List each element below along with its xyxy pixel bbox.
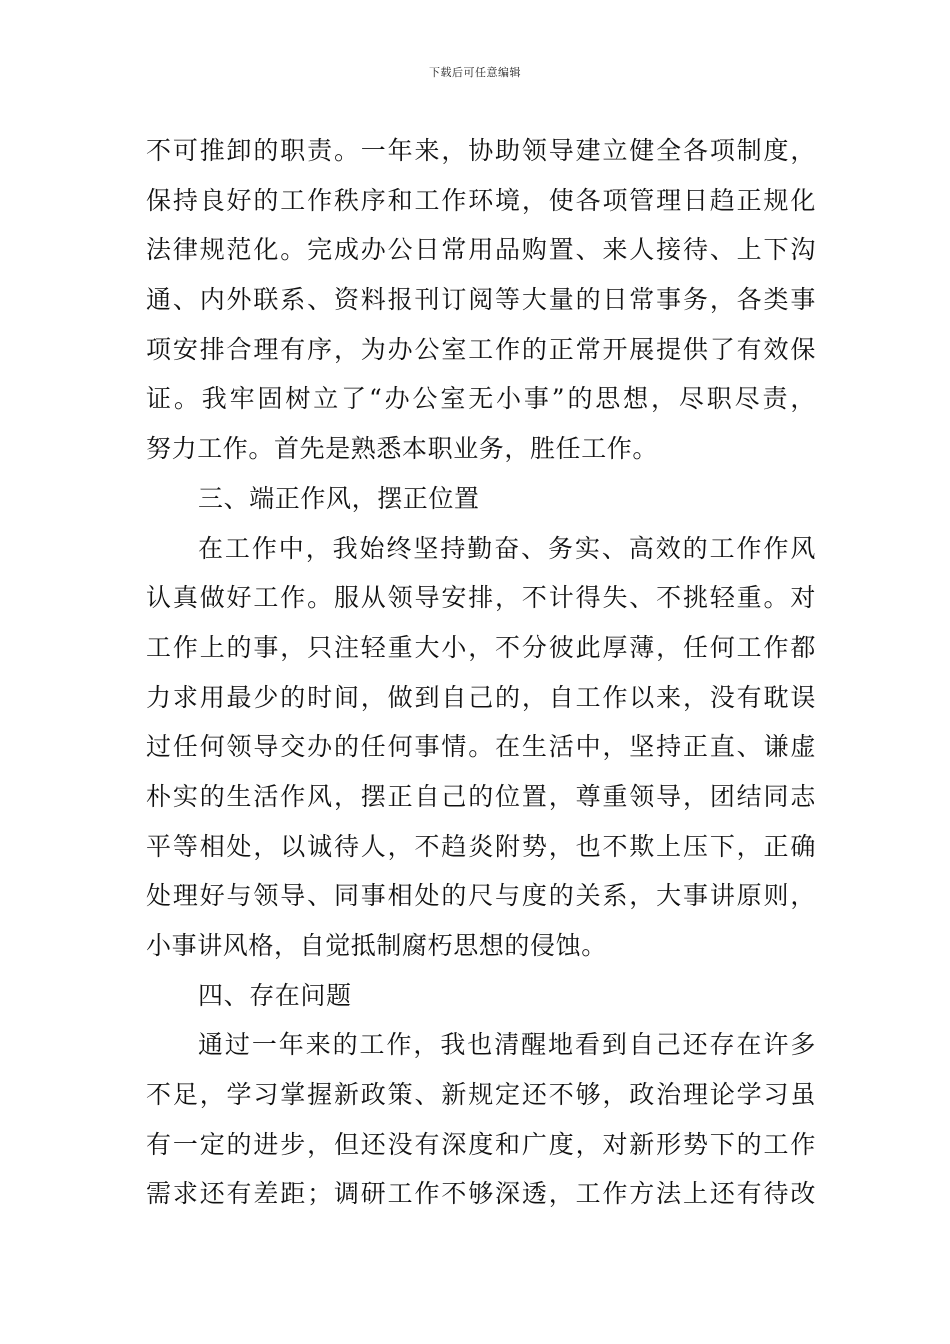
- text-line: 保持良好的工作秩序和工作环境，使各项管理日趋正规化: [146, 185, 816, 215]
- text-line: 有一定的进步，但还没有深度和广度，对新形势下的工作: [146, 1129, 816, 1159]
- text-line: 平等相处，以诚待人，不趋炎附势，也不欺上压下，正确: [146, 831, 816, 861]
- text-line: 证。我牢固树立了“办公室无小事”的思想，尽职尽责，: [146, 384, 816, 414]
- text-line: 项安排合理有序，为办公室工作的正常开展提供了有效保: [146, 334, 816, 364]
- page-header-note: 下载后可任意编辑: [429, 66, 521, 79]
- section-heading: 四、存在问题: [198, 980, 352, 1010]
- paragraph-first-line: 通过一年来的工作，我也清醒地看到自己还存在许多: [198, 1030, 816, 1060]
- text-line: 认真做好工作。服从领导安排，不计得失、不挑轻重。对: [146, 583, 816, 613]
- text-line: 过任何领导交办的任何事情。在生活中，坚持正直、谦虚: [146, 732, 816, 762]
- text-line: 通、内外联系、资料报刊订阅等大量的日常事务，各类事: [146, 285, 816, 315]
- text-line: 朴实的生活作风，摆正自己的位置，尊重领导，团结同志: [146, 781, 816, 811]
- paragraph-first-line: 在工作中，我始终坚持勤奋、务实、高效的工作作风: [198, 533, 816, 563]
- text-line: 法律规范化。完成办公日常用品购置、来人接待、上下沟: [146, 235, 816, 265]
- text-line: 不足，学习掌握新政策、新规定还不够，政治理论学习虽: [146, 1080, 816, 1110]
- paragraph-end-line: 努力工作。首先是熟悉本职业务，胜任工作。: [146, 434, 659, 464]
- text-line: 需求还有差距；调研工作不够深透，工作方法上还有待改: [146, 1179, 816, 1209]
- text-line: 力求用最少的时间，做到自己的，自工作以来，没有耽误: [146, 682, 816, 712]
- document-body: [146, 126, 816, 1219]
- text-line: 处理好与领导、同事相处的尺与度的关系，大事讲原则，: [146, 881, 816, 911]
- paragraph-end-line: 小事讲风格，自觉抵制腐朽思想的侵蚀。: [146, 931, 607, 960]
- text-line: 工作上的事，只注轻重大小，不分彼此厚薄，任何工作都: [146, 632, 816, 662]
- section-heading: 三、端正作风，摆正位置: [198, 483, 480, 513]
- text-line: 不可推卸的职责。一年来，协助领导建立健全各项制度，: [146, 136, 816, 165]
